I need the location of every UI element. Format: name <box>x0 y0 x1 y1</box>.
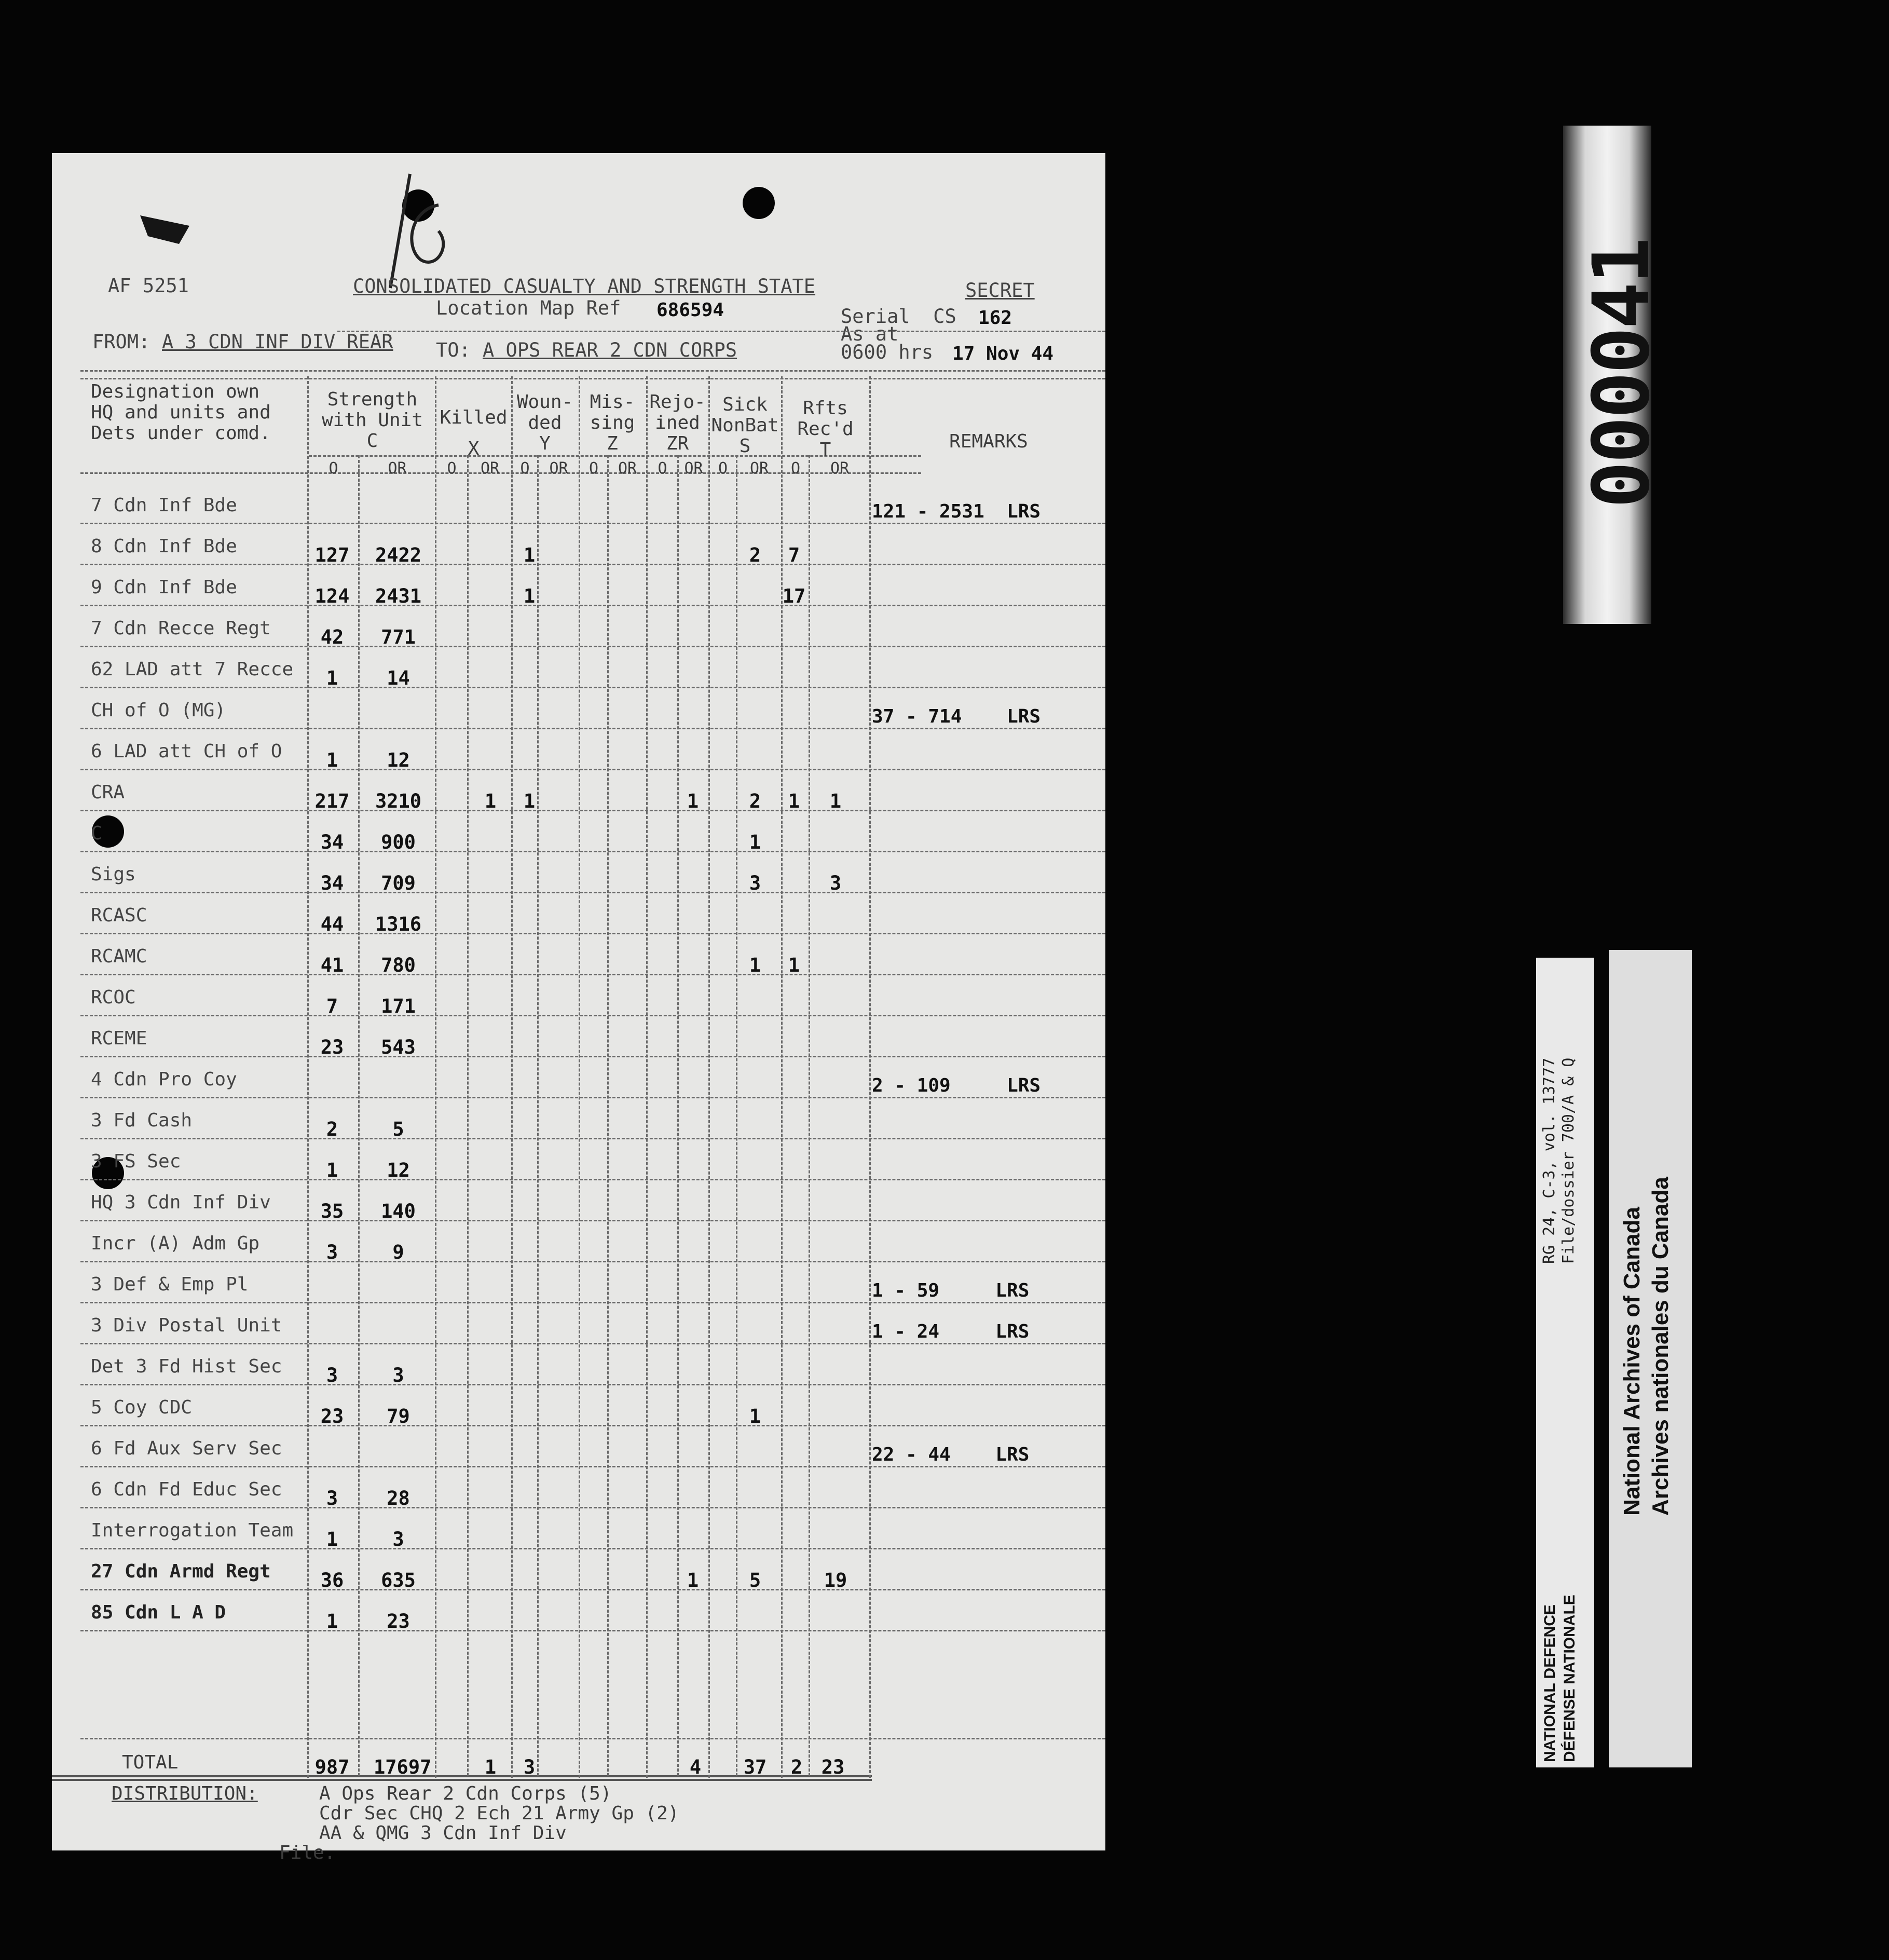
location-label: Location Map Ref <box>436 297 621 319</box>
rfts-o-subheader: O <box>790 459 801 478</box>
cell-so: 124 <box>314 585 350 607</box>
cell-so: 127 <box>314 544 350 566</box>
unit-name: CRA <box>91 782 125 803</box>
unit-name: HQ 3 Cdn Inf Div <box>91 1192 271 1213</box>
row-divider <box>80 605 1105 606</box>
archive-ref-line1: RG 24, C-3, vol. 13777 <box>1540 1057 1558 1264</box>
archive-name-label <box>1609 950 1692 1767</box>
cell-so: 3 <box>326 1487 338 1509</box>
cell-sko: 1 <box>749 954 761 976</box>
row-divider <box>80 974 1105 975</box>
archive-name-en: National Archives of Canada <box>1619 1207 1645 1516</box>
row-divider <box>80 1630 1105 1631</box>
missing-o-subheader: O <box>588 459 599 478</box>
rfts-header: Rfts Rec'd T <box>797 398 854 460</box>
designation-header: Designation own HQ and units and Dets under comd. <box>91 381 271 444</box>
unit-name: 4 Cdn Pro Coy <box>91 1069 237 1090</box>
unit-name: 6 Cdn Fd Educ Sec <box>91 1479 282 1500</box>
row-divider <box>80 1343 1105 1344</box>
sick-header: Sick NonBat S <box>711 394 779 457</box>
to-value: A OPS REAR 2 CDN CORPS <box>483 339 737 361</box>
classification: SECRET <box>965 279 1035 302</box>
rfts-or-subheader: OR <box>830 459 850 478</box>
unit-name: 3 Div Postal Unit <box>91 1315 282 1336</box>
strength-header: Strength with Unit C <box>321 389 423 452</box>
cell-to: 3 <box>829 872 842 894</box>
row-divider <box>80 810 1105 811</box>
distribution-line: Cdr Sec CHQ 2 Ech 21 Army Gp (2) <box>319 1803 679 1824</box>
missing-header: Mis- sing Z <box>590 391 635 454</box>
from-value: A 3 CDN INF DIV REAR <box>162 331 393 353</box>
unit-name: Incr (A) Adm Gp <box>91 1233 260 1254</box>
cell-skor: 1 <box>788 790 800 812</box>
cell-so: 3 <box>326 1364 338 1386</box>
archive-dept-line1: NATIONAL DEFENCE <box>1541 1604 1558 1762</box>
cell-skor: 7 <box>788 544 800 566</box>
serial-label: Serial CS <box>841 305 956 328</box>
serial-value: 162 <box>978 307 1012 329</box>
row-divider <box>80 892 1105 893</box>
cell-sko: 5 <box>749 1569 761 1591</box>
time-label: 0600 hrs <box>841 341 934 363</box>
unit-name: RCEME <box>91 1028 147 1049</box>
cell-sor: 543 <box>381 1036 416 1058</box>
archive-name-fr: Archives nationales du Canada <box>1648 1177 1673 1516</box>
cell-sor: 5 <box>392 1118 404 1140</box>
unit-name: 3 Fd Cash <box>91 1110 193 1131</box>
unit-name: Det 3 Fd Hist Sec <box>91 1356 282 1377</box>
unit-name: 27 Cdn Armd Regt <box>91 1561 271 1582</box>
unit-name: CH of O (MG) <box>91 700 226 721</box>
row-divider <box>80 1261 1105 1262</box>
row-divider <box>80 1220 1105 1221</box>
total-strength-or: 17697 <box>374 1756 432 1778</box>
cell-so: 41 <box>320 954 344 976</box>
cell-sor: 28 <box>387 1487 410 1509</box>
rejoined-header: Rejo- ined ZR <box>649 391 706 454</box>
strength-or-subheader: OR <box>388 459 407 478</box>
cell-kor: 1 <box>484 790 497 812</box>
cell-sko: 1 <box>749 831 761 853</box>
row-divider <box>80 1056 1105 1057</box>
cell-so: 7 <box>326 995 338 1017</box>
cell-sor: 900 <box>381 831 416 853</box>
cell-sor: 23 <box>387 1610 410 1632</box>
row-divider <box>80 769 1105 770</box>
total-sick-o: 37 <box>743 1756 767 1778</box>
film-frame-number: 000041 <box>1577 239 1667 508</box>
cell-wo: 1 <box>523 790 536 812</box>
distribution-line: AA & QMG 3 Cdn Inf Div <box>319 1822 567 1844</box>
row-divider <box>80 1384 1105 1385</box>
cell-sor: 14 <box>387 667 410 689</box>
cell-so: 23 <box>320 1036 344 1058</box>
date-value: 17 Nov 44 <box>952 343 1054 364</box>
cell-sko: 3 <box>749 872 761 894</box>
row-divider <box>80 1466 1105 1467</box>
unit-name: Sigs <box>91 864 136 885</box>
cell-sor: 9 <box>392 1241 404 1263</box>
unit-name: 7 Cdn Inf Bde <box>91 495 237 516</box>
cell-sor: 79 <box>387 1405 410 1427</box>
total-killed-or: 1 <box>484 1756 497 1778</box>
cell-wo: 1 <box>523 585 536 607</box>
killed-o-subheader: O <box>447 459 457 478</box>
row-divider <box>80 933 1105 934</box>
sick-or-subheader: OR <box>749 459 769 478</box>
row-divider <box>80 1097 1105 1098</box>
unit-name: 7 Cdn Recce Regt <box>91 618 271 639</box>
distribution-line: File. <box>279 1842 336 1863</box>
remarks-header: REMARKS <box>949 431 1028 452</box>
row-divider <box>80 1548 1105 1549</box>
cell-sor: 2422 <box>375 544 422 566</box>
unit-name: 5 Coy CDC <box>91 1397 193 1418</box>
unit-name: RCASC <box>91 905 147 926</box>
distribution-label: DISTRIBUTION: <box>112 1783 258 1804</box>
unit-name: 62 LAD att 7 Recce <box>91 659 294 680</box>
cell-sor: 12 <box>387 749 410 771</box>
row-divider <box>80 687 1105 688</box>
rejoined-or-subheader: OR <box>684 459 703 478</box>
cell-so: 3 <box>326 1241 338 1263</box>
cell-sor: 3 <box>392 1528 404 1550</box>
cell-so: 42 <box>320 626 344 648</box>
cell-ror: 1 <box>687 790 699 812</box>
rejoined-o-subheader: O <box>658 459 667 478</box>
location-value: 686594 <box>656 300 724 321</box>
cell-to: 1 <box>829 790 842 812</box>
row-divider <box>80 851 1105 852</box>
as-at-label: As at <box>841 323 899 345</box>
document-page <box>52 153 1105 1863</box>
cell-so: 36 <box>320 1569 344 1591</box>
remark: 22 - 44 LRS <box>872 1444 1030 1465</box>
killed-or-subheader: OR <box>480 459 500 478</box>
total-strength-o: 987 <box>314 1756 350 1778</box>
cell-skor: 17 <box>782 585 806 607</box>
unit-name: RCOC <box>91 987 136 1008</box>
cell-so: 1 <box>326 1528 338 1550</box>
sick-o-subheader: O <box>718 459 728 478</box>
wounded-or-subheader: OR <box>549 459 568 478</box>
row-divider <box>80 1302 1105 1303</box>
cell-sko: 2 <box>749 544 761 566</box>
cell-sor: 140 <box>381 1200 416 1222</box>
unit-name: C <box>91 823 102 844</box>
unit-name: 85 Cdn L A D <box>91 1602 226 1623</box>
cell-sor: 3210 <box>375 790 422 812</box>
archive-ref-line2: File/dossier 700/A & Q <box>1559 1057 1578 1264</box>
row-divider <box>80 1507 1105 1508</box>
row-divider <box>80 1138 1105 1139</box>
cell-so: 1 <box>326 667 338 689</box>
missing-or-subheader: OR <box>618 459 637 478</box>
remark: 37 - 714 LRS <box>872 706 1041 727</box>
row-divider <box>80 1589 1105 1590</box>
from-label: FROM: <box>92 331 150 353</box>
cell-sor: 2431 <box>375 585 422 607</box>
punch-hole <box>743 187 775 219</box>
cell-sor: 12 <box>387 1159 410 1181</box>
cell-so: 217 <box>314 790 350 812</box>
total-label: TOTAL <box>122 1752 179 1773</box>
remark: 121 - 2531 LRS <box>872 501 1041 522</box>
cell-sor: 3 <box>392 1364 404 1386</box>
total-rfts-o: 23 <box>821 1756 845 1778</box>
cell-so: 1 <box>326 1610 338 1632</box>
total-wounded-o: 3 <box>523 1756 536 1778</box>
unit-name: Interrogation Team <box>91 1520 294 1541</box>
cell-so: 23 <box>320 1405 344 1427</box>
row-divider <box>80 1015 1105 1016</box>
cell-so: 1 <box>326 1159 338 1181</box>
cell-so: 34 <box>320 831 344 853</box>
cell-sor: 709 <box>381 872 416 894</box>
wounded-o-subheader: O <box>520 459 530 478</box>
torn-corner-mark <box>138 210 195 247</box>
form-number: AF 5251 <box>108 275 189 297</box>
remark: 2 - 109 LRS <box>872 1075 1041 1096</box>
cell-sor: 780 <box>381 954 416 976</box>
cell-so: 34 <box>320 872 344 894</box>
archive-dept-line2: DÉFENSE NATIONALE <box>1561 1595 1578 1762</box>
cell-so: 2 <box>326 1118 338 1140</box>
row-divider <box>80 1179 1105 1180</box>
strength-o-subheader: O <box>328 459 338 478</box>
row-divider <box>80 728 1105 729</box>
total-rejoined-or: 4 <box>689 1756 702 1778</box>
unit-name: 6 LAD att CH of O <box>91 741 282 762</box>
unit-name: 3 FS Sec <box>91 1151 181 1172</box>
cell-sko: 1 <box>749 1405 761 1427</box>
unit-name: 8 Cdn Inf Bde <box>91 536 237 557</box>
wounded-header: Woun- ded Y <box>516 391 573 454</box>
archive-reference-label <box>1536 958 1594 1767</box>
cell-wo: 1 <box>523 544 536 566</box>
total-sick-or: 2 <box>790 1756 803 1778</box>
form-title: CONSOLIDATED CASUALTY AND STRENGTH STATE <box>353 275 816 297</box>
remark: 1 - 59 LRS <box>872 1280 1030 1301</box>
cell-so: 44 <box>320 913 344 935</box>
row-divider <box>80 1425 1105 1426</box>
unit-name: 6 Fd Aux Serv Sec <box>91 1438 282 1459</box>
cell-sor: 171 <box>381 995 416 1017</box>
cell-so: 35 <box>320 1200 344 1222</box>
cell-sor: 771 <box>381 626 416 648</box>
cell-so: 1 <box>326 749 338 771</box>
cell-to: 19 <box>824 1569 847 1591</box>
cell-sko: 2 <box>749 790 761 812</box>
row-divider <box>80 646 1105 647</box>
row-divider <box>80 564 1105 565</box>
unit-name: 3 Def & Emp Pl <box>91 1274 249 1295</box>
remark: 1 - 24 LRS <box>872 1321 1030 1342</box>
distribution-line: A Ops Rear 2 Cdn Corps (5) <box>319 1783 612 1804</box>
cell-sor: 1316 <box>375 913 422 935</box>
killed-header: Killed X <box>440 407 508 459</box>
cell-skor: 1 <box>788 954 800 976</box>
cell-sor: 635 <box>381 1569 416 1591</box>
unit-name: RCAMC <box>91 946 147 967</box>
to-label: TO: <box>436 339 471 361</box>
unit-name: 9 Cdn Inf Bde <box>91 577 237 598</box>
cell-ror: 1 <box>687 1569 699 1591</box>
row-divider <box>80 523 1105 524</box>
